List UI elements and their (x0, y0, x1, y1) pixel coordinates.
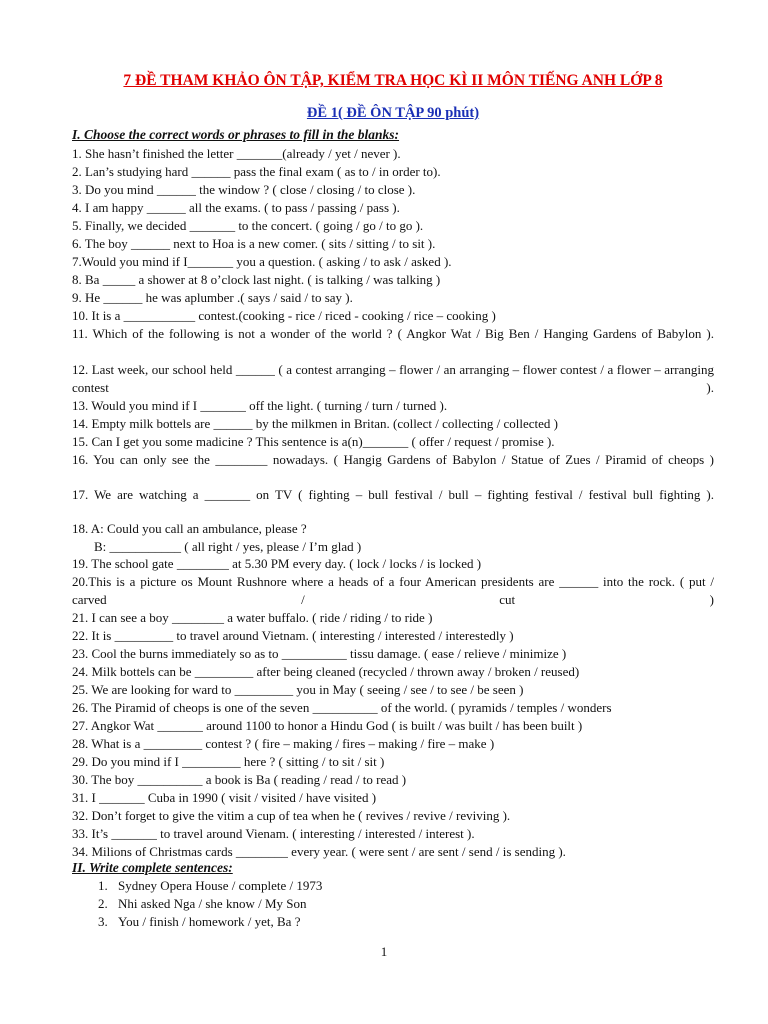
exercise-item: 1. She hasn’t finished the letter _______(already / yet / never ). (72, 146, 401, 161)
exercise-item: 8. Ba _____ a shower at 8 o’clock last night. ( is talking / was talking ) (72, 272, 441, 287)
exercise-item: 12. Last week, our school held ______ ( a contest arranging – flower / an arranging – flower contest / a flower – arranging contest ). (72, 362, 714, 395)
exercise-item: 25. We are looking for ward to _________ you in May ( seeing / see / to see / be seen ) (72, 682, 524, 697)
exercise-item: 11. Which of the following is not a wonder of the world ? ( Angkor Wat / Big Ben / Hanging Gardens of Babylon ). (72, 326, 714, 341)
exercise-item: 15. Can I get you some madicine ? This sentence is a(n)_______ ( offer / request / promise ). (72, 434, 555, 449)
sentence-number: 3. (98, 914, 108, 929)
exercise-item: 19. The school gate ________ at 5.30 PM every day. ( lock / locks / is locked ) (72, 556, 482, 571)
exercise-item: 20.This is a picture os Mount Rushnore where a heads of a four American presidents are ______ into the rock. ( put / carved / cut ) (72, 574, 714, 607)
exercise-item: 6. The boy ______ next to Hoa is a new comer. ( sits / sitting / to sit ). (72, 236, 436, 251)
exercise-item: 27. Angkor Wat _______ around 1100 to honor a Hindu God ( is built / was built / has been built ) (72, 718, 583, 733)
exercise-item: 28. What is a _________ contest ? ( fire – making / fires – making / fire – make ) (72, 736, 495, 751)
sentence-number: 2. (98, 896, 108, 911)
sentence-prompt: Nhi asked Nga / she know / My Son (118, 896, 307, 911)
exercise-item: 30. The boy __________ a book is Ba ( reading / read / to read ) (72, 772, 407, 787)
exercise-item: 26. The Piramid of cheops is one of the seven __________ of the world. ( pyramids / temples / wonders (72, 700, 612, 715)
sentence-prompt: Sydney Opera House / complete / 1973 (118, 878, 323, 893)
exercise-item: 3. Do you mind ______ the window ? ( close / closing / to close ). (72, 182, 416, 197)
exercise-item: 17. We are watching a _______ on TV ( fighting – bull festival / bull – fighting festival / festival bull fighting ). (72, 487, 714, 502)
exercise-item: 23. Cool the burns immediately so as to __________ tissu damage. ( ease / relieve / minimize ) (72, 646, 567, 661)
exercise-item: 9. He ______ he was aplumber .( says / said / to say ). (72, 290, 353, 305)
sentence-number: 1. (98, 878, 108, 893)
sentence-item (98, 878, 322, 894)
exercise-item: B: ___________ ( all right / yes, please / I’m glad ) (94, 539, 362, 554)
sentence-prompt: You / finish / homework / yet, Ba ? (118, 914, 301, 929)
sentence-item (98, 914, 300, 930)
document-title: 7 ĐỀ THAM KHẢO ÔN TẬP, KIỂM TRA HỌC KÌ II MÔN TIẾNG ANH LỚP 8 (123, 72, 663, 89)
exercise-item: 2. Lan’s studying hard ______ pass the final exam ( as to / in order to). (72, 164, 441, 179)
exercise-item: 7.Would you mind if I_______ you a question. ( asking / to ask / asked ). (72, 254, 452, 269)
exercise-item: 10. It is a ___________ contest.(cooking - rice / riced - cooking / rice – cooking ) (72, 308, 496, 323)
exercise-item: 21. I can see a boy ________ a water buffalo. ( ride / riding / to ride ) (72, 610, 433, 625)
exercise-item: 4. I am happy ______ all the exams. ( to pass / passing / pass ). (72, 200, 400, 215)
exercise-item: 14. Empty milk bottels are ______ by the milkmen in Britan. (collect / collecting / collected ) (72, 416, 558, 431)
exercise-item: 13. Would you mind if I _______ off the light. ( turning / turn / turned ). (72, 398, 448, 413)
exercise-item: 22. It is _________ to travel around Vietnam. ( interesting / interested / interestedly ) (72, 628, 514, 643)
exercise-item: 34. Milions of Christmas cards ________ every year. ( were sent / are sent / send / is sending ). (72, 844, 566, 859)
exercise-item: 32. Don’t forget to give the vitim a cup of tea when he ( revives / revive / reviving ). (72, 808, 511, 823)
exercise-item: 29. Do you mind if I _________ here ? ( sitting / to sit / sit ) (72, 754, 385, 769)
exercise-item: 16. You can only see the ________ nowadays. ( Hangig Gardens of Babylon / Statue of Zues / Piramid of cheops ) (72, 452, 714, 467)
sentence-item (98, 896, 307, 912)
exercise-item: 31. I _______ Cuba in 1990 ( visit / visited / have visited ) (72, 790, 377, 805)
exercise-item: 33. It’s _______ to travel around Vienam. ( interesting / interested / interest ). (72, 826, 475, 841)
exam-subtitle: ĐỀ 1( ĐỀ ÔN TẬP 90 phút) (306, 105, 480, 121)
exercise-item: 5. Finally, we decided _______ to the concert. ( going / go / to go ). (72, 218, 424, 233)
exercise-item: 24. Milk bottels can be _________ after being cleaned (recycled / thrown away / broken / reused) (72, 664, 580, 679)
exercise-item: 18. A: Could you call an ambulance, please ? (72, 521, 307, 536)
section-1-heading: I. Choose the correct words or phrases to fill in the blanks: (72, 127, 400, 142)
section-2-heading: II. Write complete sentences: (72, 860, 233, 875)
page-number: 1 (380, 944, 388, 959)
